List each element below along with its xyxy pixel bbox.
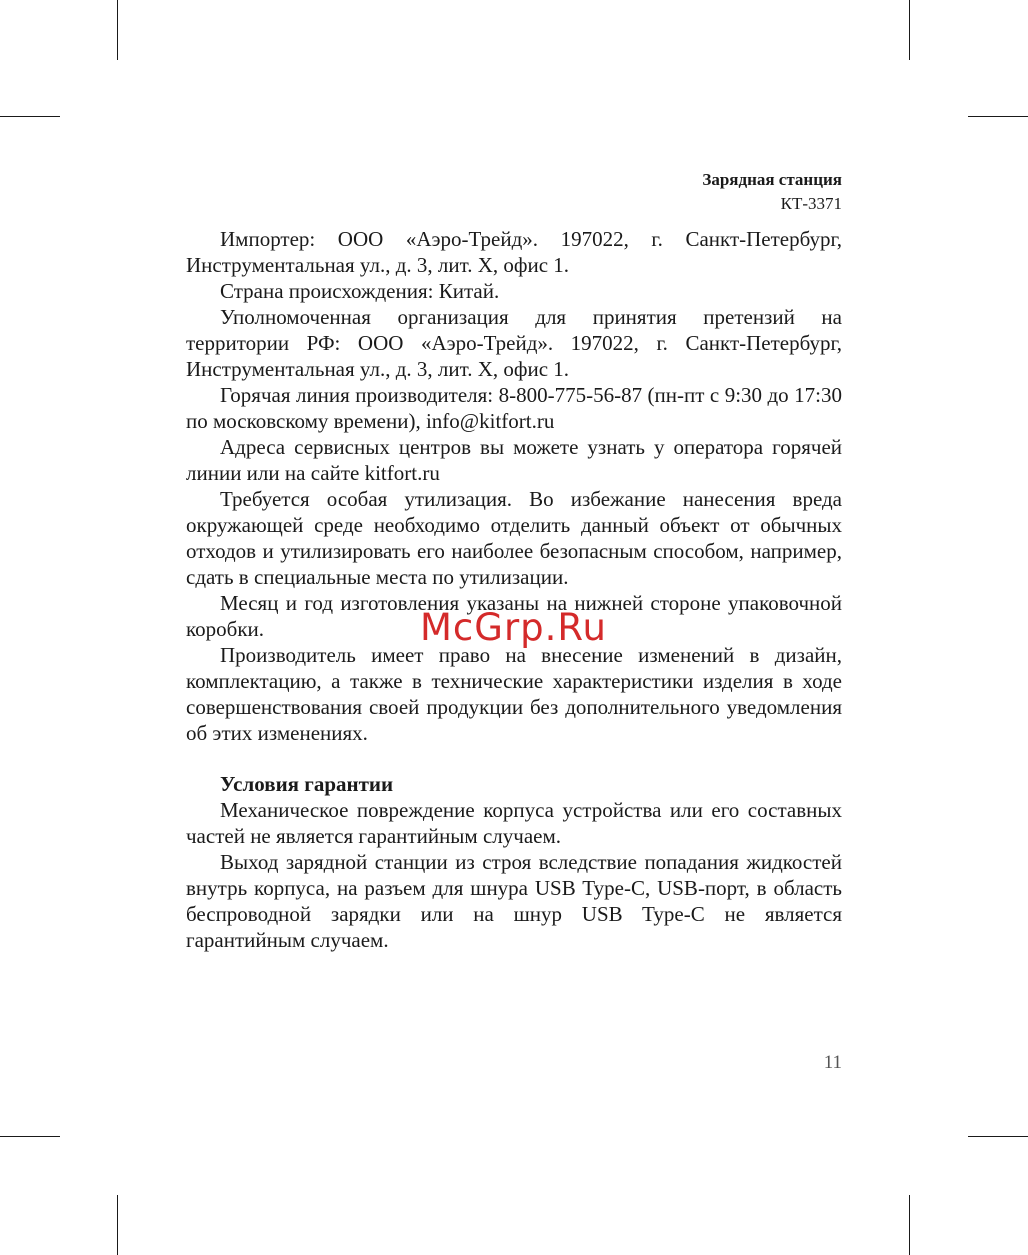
document-body bbox=[186, 226, 842, 953]
header-model: КТ-3371 bbox=[780, 194, 842, 213]
crop-mark-right-bottom bbox=[968, 1136, 1028, 1137]
crop-mark-right-top bbox=[968, 116, 1028, 117]
crop-mark-bottom-left bbox=[117, 1195, 118, 1255]
paragraph-service-centers: Адреса сервисных центров вы можете узнать у оператора горячей линии или на сайте kitfort.ru bbox=[186, 435, 842, 485]
crop-mark-top-left bbox=[117, 0, 118, 60]
paragraph-authorized-org: Уполномоченная организация для принятия претензий на территории РФ: ООО «Аэро-Трейд». 197022, г. Санкт-Петербург, Инструментальная ул., д. 3, лит. Х, офис 1. bbox=[186, 305, 842, 381]
running-header bbox=[702, 168, 842, 216]
paragraph-disposal: Требуется особая утилизация. Во избежание нанесения вреда окружающей среде необходимо отделить данный объект от обычных отходов и утилизировать его наиболее безопасным способом, например, сдать в специальные места по утилизации. bbox=[186, 487, 842, 589]
paragraph-origin: Страна происхождения: Китай. bbox=[220, 279, 500, 303]
page-number: 11 bbox=[823, 1052, 842, 1073]
header-title: Зарядная станция bbox=[702, 170, 842, 189]
paragraph-importer: Импортер: ООО «Аэро-Трейд». 197022, г. Санкт-Петербург, Инструментальная ул., д. 3, лит. Х, офис 1. bbox=[186, 227, 842, 277]
warranty-heading: Условия гарантии bbox=[220, 772, 394, 796]
paragraph-warranty-mechanical: Механическое повреждение корпуса устройства или его составных частей не является гарантийным случаем. bbox=[186, 798, 842, 848]
watermark-logo: McGrp.Ru bbox=[420, 606, 607, 649]
paragraph-warranty-liquid: Выход зарядной станции из строя вследствие попадания жидкостей внутрь корпуса, на разъем для шнура USB Type-C, USB-порт, в область беспроводной зарядки или на шнур USB Type-C не является гарантийным случаем. bbox=[186, 850, 842, 952]
crop-mark-left-top bbox=[0, 116, 60, 117]
crop-mark-top-right bbox=[909, 0, 910, 60]
crop-mark-bottom-right bbox=[909, 1195, 910, 1255]
crop-mark-left-bottom bbox=[0, 1136, 60, 1137]
paragraph-hotline: Горячая линия производителя: 8-800-775-56-87 (пн-пт с 9:30 до 17:30 по московскому времени), info@kitfort.ru bbox=[186, 383, 842, 433]
paragraph-manufacture-date: Месяц и год изготовления указаны на нижней стороне упаковочной коробки. bbox=[186, 591, 842, 641]
paragraph-changes: Производитель имеет право на внесение изменений в дизайн, комплектацию, а также в технические характеристики изделия в ходе совершенствования своей продукции без дополнительного уведомления об этих изменениях. bbox=[186, 643, 842, 745]
